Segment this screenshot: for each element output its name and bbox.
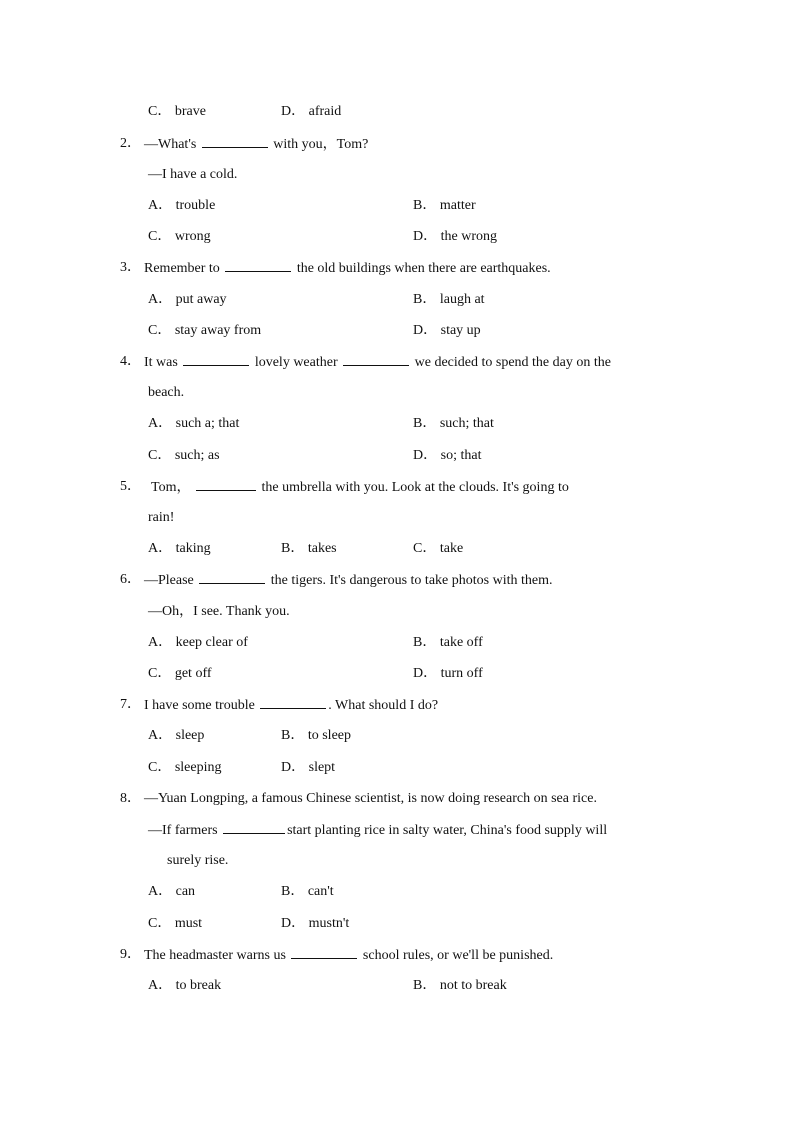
question-number: 7．	[120, 697, 141, 712]
answer-blank	[225, 259, 291, 272]
answer-blank	[291, 946, 357, 959]
option-a: A． to break	[148, 978, 222, 993]
answer-blank	[183, 353, 249, 366]
option-d: D． slept	[281, 760, 336, 775]
question-text: —What's with you，Tom?	[144, 137, 369, 152]
question-text: I have some trouble . What should I do?	[144, 698, 439, 713]
question-text: It was lovely weather we decided to spend the day on the	[144, 355, 611, 370]
option-b: B． matter	[413, 198, 476, 213]
question-text: Tom， the umbrella with you. Look at the clouds. It's going to	[151, 480, 569, 495]
option-c: C． such; as	[148, 448, 220, 463]
question-number: 8．	[120, 791, 141, 806]
question-number: 5．	[120, 479, 141, 494]
worksheet-page: C． brave D． afraid 2． —What's with you，Tom? —I have a cold. A． trouble B． matter C． wrong D． the wrong 3． Remember to the old buildings when there are earthquakes. A． put away B． laugh at C． stay away from D． stay up 4． It was lovely weather we decided to spend the day on the beach. A． such a; that B． such; that C． such; as D． so; that 5． Tom， the umbrella with you. Look at the clouds. It's going to rain! A． taking B． takes C． take 6． —Please the tigers. It's dangerous to take photos with them. —Oh，I see. Thank you. A． keep clear of B． take off C． get off D． turn off 7． I have some trouble . What should I do? A． sleep B． to sleep C． sleeping D． slept 8． —Yuan Longping, a famous Chinese scientist, is now doing research on sea rice. —If farmers start planting rice in salty water, China's food supply will surely rise. A． can B． can't C． must D． mustn't 9． The headmaster warns us school rules, or we'll be punished. A． to break B． not to break	[120, 104, 611, 993]
option-b: B． laugh at	[413, 292, 485, 307]
option-b: B． takes	[281, 541, 337, 556]
answer-blank	[202, 135, 268, 148]
option-c: C． wrong	[148, 229, 211, 244]
question-number: 9．	[120, 947, 141, 962]
option-d: D． stay up	[413, 323, 481, 338]
question-text: —Yuan Longping, a famous Chinese scientist, is now doing research on sea rice.	[144, 791, 597, 806]
answer-blank	[199, 571, 265, 584]
option-a: A． such a; that	[148, 416, 240, 431]
option-c: C． take	[413, 541, 464, 556]
option-a: A． taking	[148, 541, 211, 556]
question-text: Remember to the old buildings when there are earthquakes.	[144, 261, 551, 276]
option-c: C． sleeping	[148, 760, 222, 775]
option-b: B． not to break	[413, 978, 507, 993]
option-b: B． can't	[281, 884, 334, 899]
option-d: D． so; that	[413, 448, 482, 463]
option-d: D． afraid	[281, 104, 342, 119]
option-a: A． keep clear of	[148, 635, 248, 650]
option-c: C． get off	[148, 666, 212, 681]
option-d: D． the wrong	[413, 229, 498, 244]
answer-blank	[196, 478, 256, 491]
option-d: D． turn off	[413, 666, 483, 681]
option-a: A． put away	[148, 292, 227, 307]
option-c: C． brave	[148, 104, 206, 119]
question-text: The headmaster warns us school rules, or we'll be punished.	[144, 948, 554, 963]
option-b: B． to sleep	[281, 728, 351, 743]
question-text: —Please the tigers. It's dangerous to take photos with them.	[144, 573, 553, 588]
answer-blank	[260, 696, 326, 709]
option-a: A． trouble	[148, 198, 216, 213]
option-c: C． stay away from	[148, 323, 262, 338]
question-number: 2．	[120, 136, 141, 151]
option-b: B． such; that	[413, 416, 494, 431]
option-b: B． take off	[413, 635, 483, 650]
answer-blank	[343, 353, 409, 366]
question-number: 3．	[120, 260, 141, 275]
option-a: A． can	[148, 884, 196, 899]
option-d: D． mustn't	[281, 916, 350, 931]
option-a: A． sleep	[148, 728, 205, 743]
option-c: C． must	[148, 916, 203, 931]
question-number: 6．	[120, 572, 141, 587]
question-number: 4．	[120, 354, 141, 369]
answer-blank	[223, 821, 285, 834]
